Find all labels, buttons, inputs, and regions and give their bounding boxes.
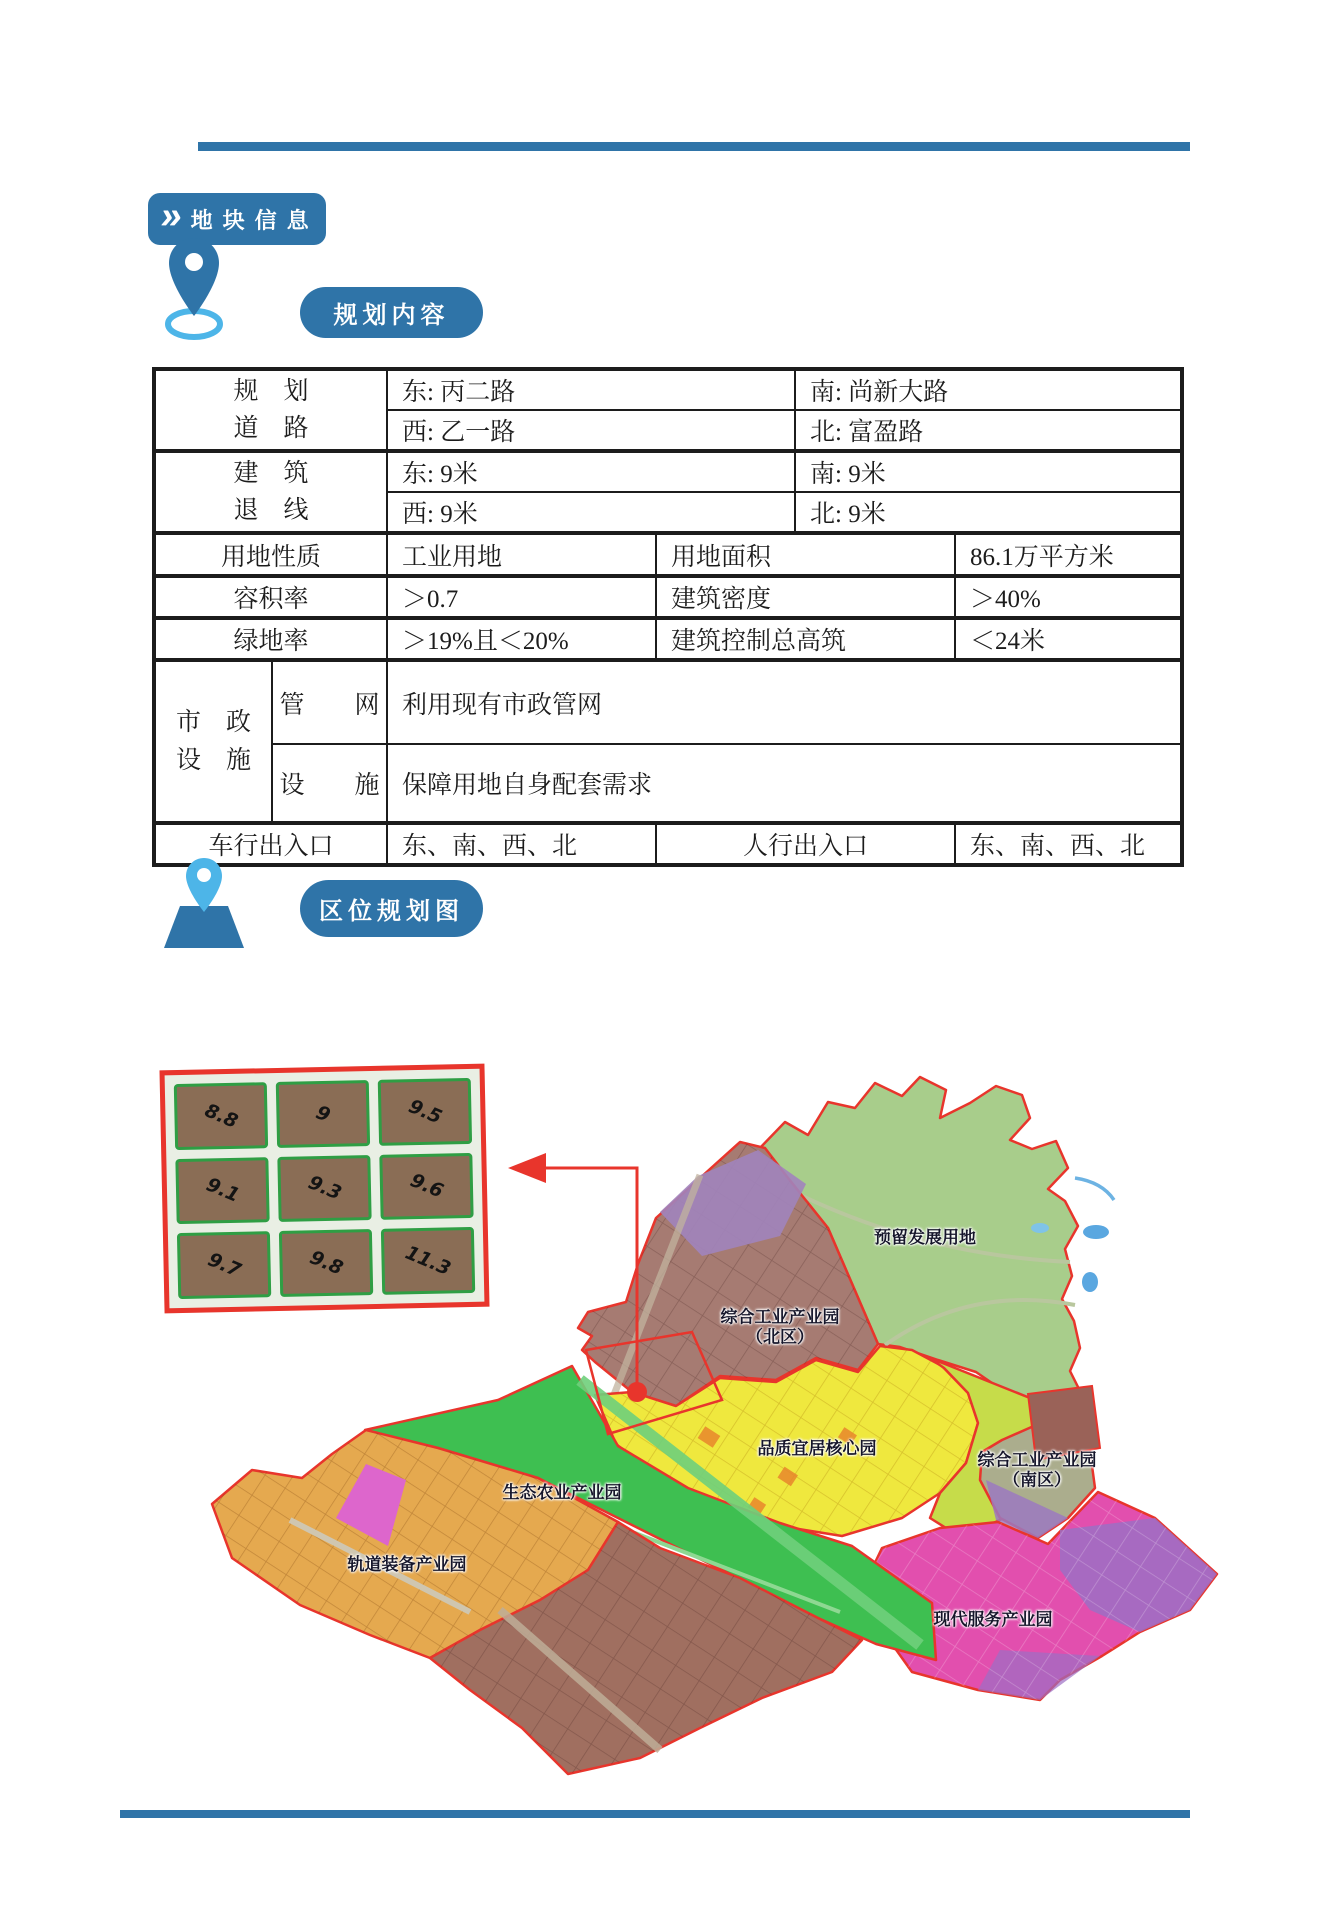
green-rate-label-cell: 绿地率 — [154, 618, 387, 660]
road-south-cell: 南: 尚新大路 — [795, 369, 1182, 410]
location-pin-icon — [162, 236, 226, 346]
pedestrian-access-value-cell: 东、南、西、北 — [955, 823, 1182, 865]
river — [1075, 1178, 1114, 1200]
parcel-cell: 9.5 — [378, 1078, 472, 1146]
label-industrial-north: 综合工业产业园 （北区） — [720, 1307, 840, 1347]
setback-east-cell: 东: 9米 — [387, 451, 795, 492]
label-eco-agriculture: 生态农业产业园 — [502, 1482, 622, 1502]
location-map-label: 区位规划图 — [319, 898, 464, 925]
pond — [1083, 1225, 1109, 1239]
table-row — [154, 660, 1182, 744]
far-label-cell: 容积率 — [154, 576, 387, 618]
parcel-cell: 8.8 — [174, 1082, 268, 1150]
label-rail-equipment: 轨道装备产业园 — [347, 1554, 467, 1574]
table-row — [154, 451, 1182, 492]
parcel-info-table — [152, 367, 1184, 867]
land-area-value-cell: 86.1万平方米 — [955, 533, 1182, 576]
callout-arrowhead — [508, 1153, 546, 1183]
parcel-cell: 9.8 — [279, 1229, 373, 1297]
road-west-cell: 西: 乙一路 — [387, 410, 795, 451]
table-row — [154, 533, 1182, 576]
pipe-value-cell: 利用现有市政管网 — [387, 660, 1182, 744]
label-industrial-south: 综合工业产业园 （南区） — [977, 1450, 1097, 1490]
pond — [1031, 1223, 1049, 1233]
setback-north-cell: 北: 9米 — [795, 492, 1182, 533]
land-area-label-cell: 用地面积 — [656, 533, 955, 576]
parcel-inset — [159, 1064, 489, 1314]
pedestrian-access-label-cell: 人行出入口 — [656, 823, 955, 865]
height-label-cell: 建筑控制总高筑 — [656, 618, 955, 660]
green-rate-value-cell: ＞19%且＜20% — [387, 618, 656, 660]
height-value-cell: ＜24米 — [955, 618, 1182, 660]
setback-label-cell: 建 筑 退 线 — [154, 451, 387, 533]
location-map-badge — [300, 880, 483, 937]
top-rule — [198, 142, 1190, 151]
region-industrial-south-block — [1028, 1386, 1100, 1460]
label-reserved-land: 预留发展用地 — [874, 1227, 976, 1247]
label-quality-core: 品质宜居核心园 — [757, 1438, 877, 1458]
table-row — [154, 369, 1182, 410]
zoning-map — [140, 1050, 1230, 1810]
planning-content-label: 规划内容 — [333, 302, 450, 329]
road-east-cell: 东: 丙二路 — [387, 369, 795, 410]
pin-hole — [185, 253, 203, 271]
pipe-label-cell: 管 网 — [272, 660, 387, 744]
planned-roads-label-cell: 规 划 道 路 — [154, 369, 387, 451]
label-modern-service: 现代服务产业园 — [933, 1609, 1053, 1629]
vehicle-access-value-cell: 东、南、西、北 — [387, 823, 656, 865]
facility-value-cell: 保障用地自身配套需求 — [387, 744, 1182, 823]
pin-body — [169, 238, 219, 316]
density-label-cell: 建筑密度 — [656, 576, 955, 618]
land-use-value-cell: 工业用地 — [387, 533, 656, 576]
road-north-cell: 北: 富盈路 — [795, 410, 1182, 451]
double-chevron-icon: » — [158, 194, 186, 237]
parcel-cell: 9.6 — [379, 1153, 473, 1221]
parcel-cell: 9.3 — [277, 1155, 371, 1223]
table-row — [154, 618, 1182, 660]
parcel-cell: 11.3 — [381, 1227, 475, 1295]
municipal-label-cell: 市 政 设 施 — [154, 660, 272, 823]
land-use-label-cell: 用地性质 — [154, 533, 387, 576]
pin-hole — [197, 868, 211, 882]
setback-west-cell: 西: 9米 — [387, 492, 795, 533]
callout-dot — [627, 1382, 647, 1402]
table-row — [154, 576, 1182, 618]
vehicle-access-label-cell: 车行出入口 — [154, 823, 387, 865]
parcel-cell: 9.1 — [175, 1157, 269, 1225]
table-row — [154, 744, 1182, 823]
bottom-rule — [120, 1810, 1190, 1818]
section-title: 地块信息 — [190, 207, 319, 233]
facility-label-cell: 设 施 — [272, 744, 387, 823]
planning-content-badge — [300, 287, 483, 338]
far-value-cell: ＞0.7 — [387, 576, 656, 618]
density-value-cell: ＞40% — [955, 576, 1182, 618]
parcel-cell: 9 — [276, 1080, 370, 1148]
folded-map-shape — [164, 906, 244, 948]
setback-south-cell: 南: 9米 — [795, 451, 1182, 492]
pond — [1082, 1272, 1098, 1292]
pin-body — [186, 858, 222, 912]
table-row — [154, 823, 1182, 865]
parcel-cell: 9.7 — [177, 1231, 271, 1299]
map-location-icon — [156, 856, 252, 952]
